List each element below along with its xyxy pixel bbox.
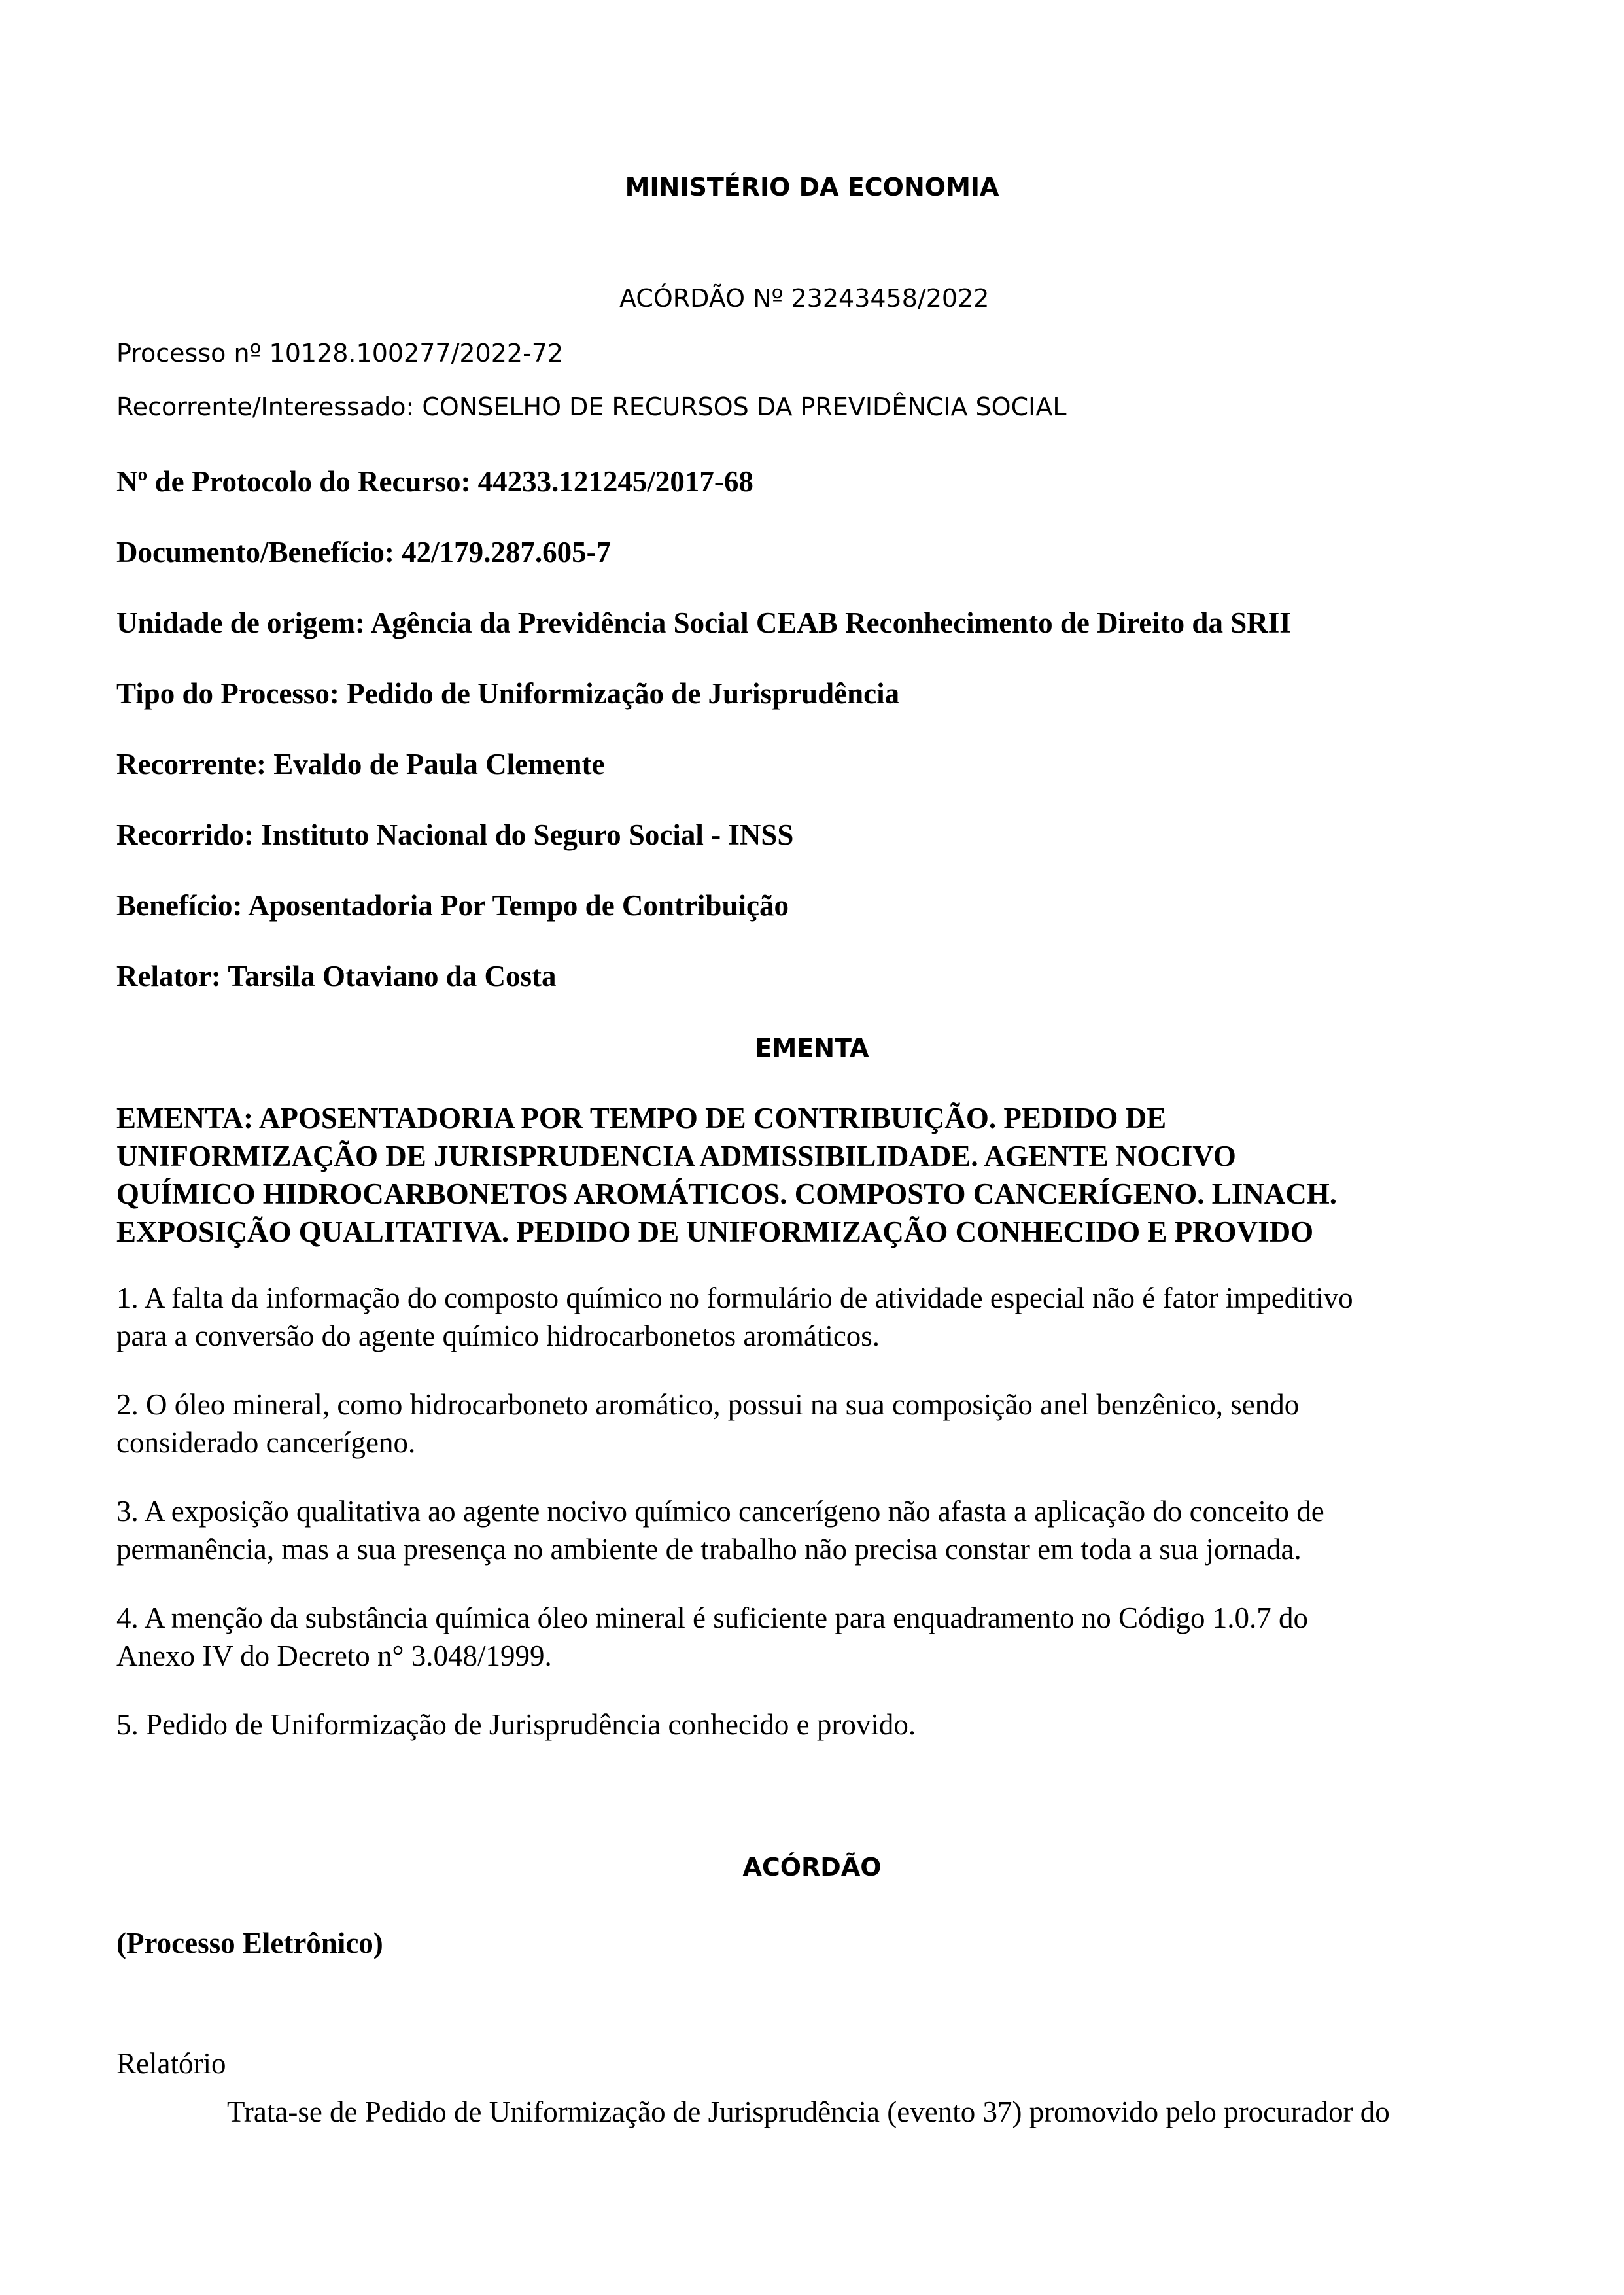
ementa-item-line: considerado cancerígeno. [116,1426,416,1459]
ementa-item-line: permanência, mas a sua presença no ambiente de trabalho não precisa constar em toda a sua jornada. [116,1533,1302,1566]
recorrido-field: Recorrido: Instituto Nacional do Seguro Social - INSS [116,818,794,851]
ementa-item [116,1599,1516,1675]
ementa-item [116,1279,1516,1355]
ementa-summary-line: EXPOSIÇÃO QUALITATIVA. PEDIDO DE UNIFORMIZAÇÃO CONHECIDO E PROVIDO [116,1216,1314,1248]
recorrente-field: Recorrente: Evaldo de Paula Clemente [116,748,605,780]
acordao-number: ACÓRDÃO Nº 23243458/2022 [619,284,990,313]
beneficio-field: Benefício: Aposentadoria Por Tempo de Contribuição [116,889,789,922]
processo-eletronico-label: (Processo Eletrônico) [116,1927,383,1959]
relator-field: Relator: Tarsila Otaviano da Costa [116,960,557,992]
ementa-summary-line: EMENTA: APOSENTADORIA POR TEMPO DE CONTRIBUIÇÃO. PEDIDO DE [116,1102,1167,1134]
ementa-summary-line: UNIFORMIZAÇÃO DE JURISPRUDENCIA ADMISSIBILIDADE. AGENTE NOCIVO [116,1140,1236,1172]
relatorio-first-line: Trata-se de Pedido de Uniformização de Jurisprudência (evento 37) promovido pelo procurador do [227,2095,1390,2128]
ementa-summary-line: QUÍMICO HIDROCARBONETOS AROMÁTICOS. COMPOSTO CANCERÍGENO. LINACH. [116,1178,1338,1210]
ementa-heading: EMENTA [755,1034,869,1062]
ementa-item [116,1386,1516,1462]
ementa-item-line: 3. A exposição qualitativa ao agente nocivo químico cancerígeno não afasta a aplicação do conceito de [116,1495,1324,1528]
acordao-heading: ACÓRDÃO [742,1853,882,1882]
ementa-item-line: Anexo IV do Decreto n° 3.048/1999. [116,1639,552,1672]
protocolo-field: Nº de Protocolo do Recurso: 44233.121245/2017-68 [116,465,753,498]
tipo-processo-field: Tipo do Processo: Pedido de Uniformização de Jurisprudência [116,677,900,710]
documento-beneficio-field: Documento/Benefício: 42/179.287.605-7 [116,536,612,569]
ementa-item-line: 4. A menção da substância química óleo mineral é suficiente para enquadramento no Código 1.0.7 do [116,1602,1308,1634]
ministry-title: MINISTÉRIO DA ECONOMIA [625,173,999,201]
recorrente-interessado: Recorrente/Interessado: CONSELHO DE RECURSOS DA PREVIDÊNCIA SOCIAL [116,393,1067,421]
ementa-summary [116,1099,1516,1251]
processo-number: Processo nº 10128.100277/2022-72 [116,339,564,368]
ementa-item-line: para a conversão do agente químico hidrocarbonetos aromáticos. [116,1320,880,1352]
ementa-item [116,1492,1516,1568]
ementa-item-line: 5. Pedido de Uniformização de Jurisprudência conhecido e provido. [116,1708,916,1741]
ementa-item [116,1706,1516,1743]
unidade-origem-field: Unidade de origem: Agência da Previdência Social CEAB Reconhecimento de Direito da SRII [116,606,1291,639]
ementa-item-line: 2. O óleo mineral, como hidrocarboneto aromático, possui na sua composição anel benzênico, sendo [116,1388,1300,1421]
ementa-item-line: 1. A falta da informação do composto químico no formulário de atividade especial não é fator impeditivo [116,1282,1353,1314]
relatorio-heading: Relatório [116,2047,226,2080]
